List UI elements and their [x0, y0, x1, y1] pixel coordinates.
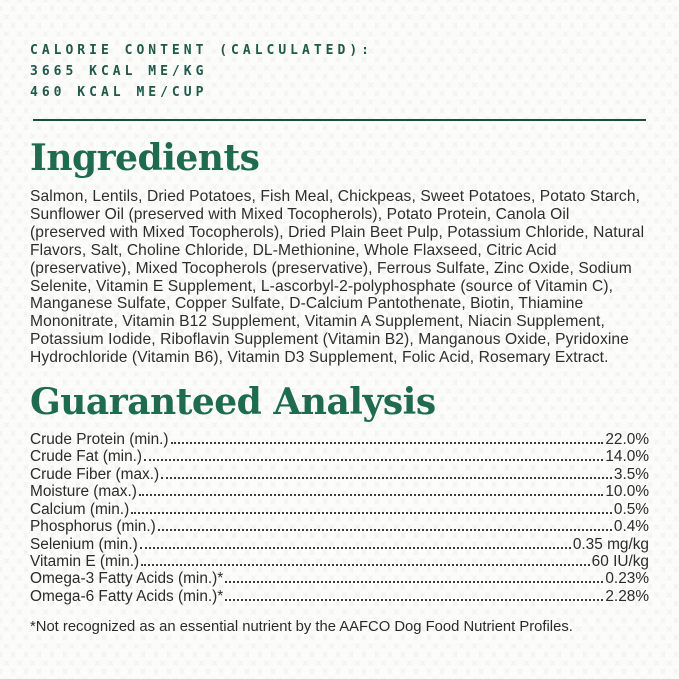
analysis-row [30, 431, 649, 448]
analysis-row [30, 536, 649, 553]
calorie-content-heading: CALORIE CONTENT (CALCULATED): [30, 43, 373, 58]
analysis-row [30, 588, 649, 605]
analysis-row [30, 501, 649, 518]
dot-leader [158, 529, 612, 531]
dot-leader [144, 459, 603, 461]
calorie-per-kg: 3665 KCAL ME/KG [30, 64, 208, 79]
dot-leader [131, 512, 612, 514]
dot-leader [161, 477, 612, 479]
analysis-row [30, 466, 649, 483]
ingredients-text: Salmon, Lentils, Dried Potatoes, Fish Meal, Chickpeas, Sweet Potatoes, Potato Starch, Sunflower Oil (preserved with Mixed Tocopherols), Potato Protein, Canola Oil (preserved with Mixed Tocopherols), Dried Plain Beet Pulp, Potassium Chloride, Natural Flavors, Salt, Choline Chloride, DL-Methionine, Whole Flaxseed, Citric Acid (preservative), Mixed Tocopherols (preservative), Ferrous Sulfate, Zinc Oxide, Sodium Selenite, Vitamin E Supplement, L-ascorbyl-2-polyphosphate (source of Vitamin C), Manganese Sulfate, Copper Sulfate, D-Calcium Pantothenate, Biotin, Thiamine Mononitrate, Vitamin B12 Supplement, Vitamin A Supplement, Niacin Supplement, Potassium Iodide, Riboflavin Supplement (Vitamin B2), Manganous Oxide, Pyridoxine Hydrochloride (Vitamin B6), Vitamin D3 Supplement, Folic Acid, Rosemary Extract. [30, 188, 645, 367]
analysis-nutrient-value: 0.4% [613, 518, 649, 536]
dot-leader [225, 599, 603, 601]
analysis-row [30, 570, 649, 587]
ingredients-heading: Ingredients [30, 137, 260, 179]
analysis-nutrient-label: Crude Protein (min.) [30, 431, 169, 449]
guaranteed-analysis-table [30, 431, 649, 605]
aafco-footnote: *Not recognized as an essential nutrient by the AAFCO Dog Food Nutrient Profiles. [30, 619, 573, 636]
analysis-row [30, 483, 649, 500]
analysis-nutrient-value: 2.28% [605, 587, 649, 605]
analysis-row [30, 553, 649, 570]
dot-leader [139, 494, 603, 496]
analysis-nutrient-value: 0.23% [605, 570, 649, 588]
guaranteed-analysis-heading: Guaranteed Analysis [30, 381, 436, 424]
analysis-nutrient-value: 10.0% [605, 483, 649, 501]
calorie-per-cup: 460 KCAL ME/CUP [30, 85, 208, 100]
analysis-nutrient-label: Omega-3 Fatty Acids (min.)* [30, 570, 224, 588]
dot-leader [171, 442, 604, 444]
analysis-nutrient-label: Moisture (max.) [30, 483, 137, 501]
analysis-nutrient-label: Omega-6 Fatty Acids (min.)* [30, 587, 224, 605]
analysis-nutrient-label: Crude Fiber (max.) [30, 465, 160, 483]
dot-leader [141, 564, 589, 566]
analysis-row [30, 448, 649, 465]
analysis-nutrient-value: 0.5% [613, 500, 649, 518]
dot-leader [225, 581, 603, 583]
analysis-row [30, 518, 649, 535]
analysis-nutrient-label: Calcium (min.) [30, 500, 130, 518]
calorie-content-block [30, 40, 649, 103]
analysis-nutrient-value: 3.5% [613, 465, 649, 483]
analysis-nutrient-label: Vitamin E (min.) [30, 552, 140, 570]
analysis-nutrient-label: Crude Fat (min.) [30, 448, 143, 466]
analysis-nutrient-value: 14.0% [605, 448, 649, 466]
section-divider [33, 119, 646, 121]
analysis-nutrient-label: Phosphorus (min.) [30, 518, 156, 536]
analysis-nutrient-label: Selenium (min.) [30, 535, 138, 553]
analysis-nutrient-value: 22.0% [605, 431, 649, 449]
dot-leader [140, 547, 571, 549]
analysis-nutrient-value: 0.35 mg/kg [572, 535, 649, 553]
analysis-nutrient-value: 60 IU/kg [591, 552, 649, 570]
